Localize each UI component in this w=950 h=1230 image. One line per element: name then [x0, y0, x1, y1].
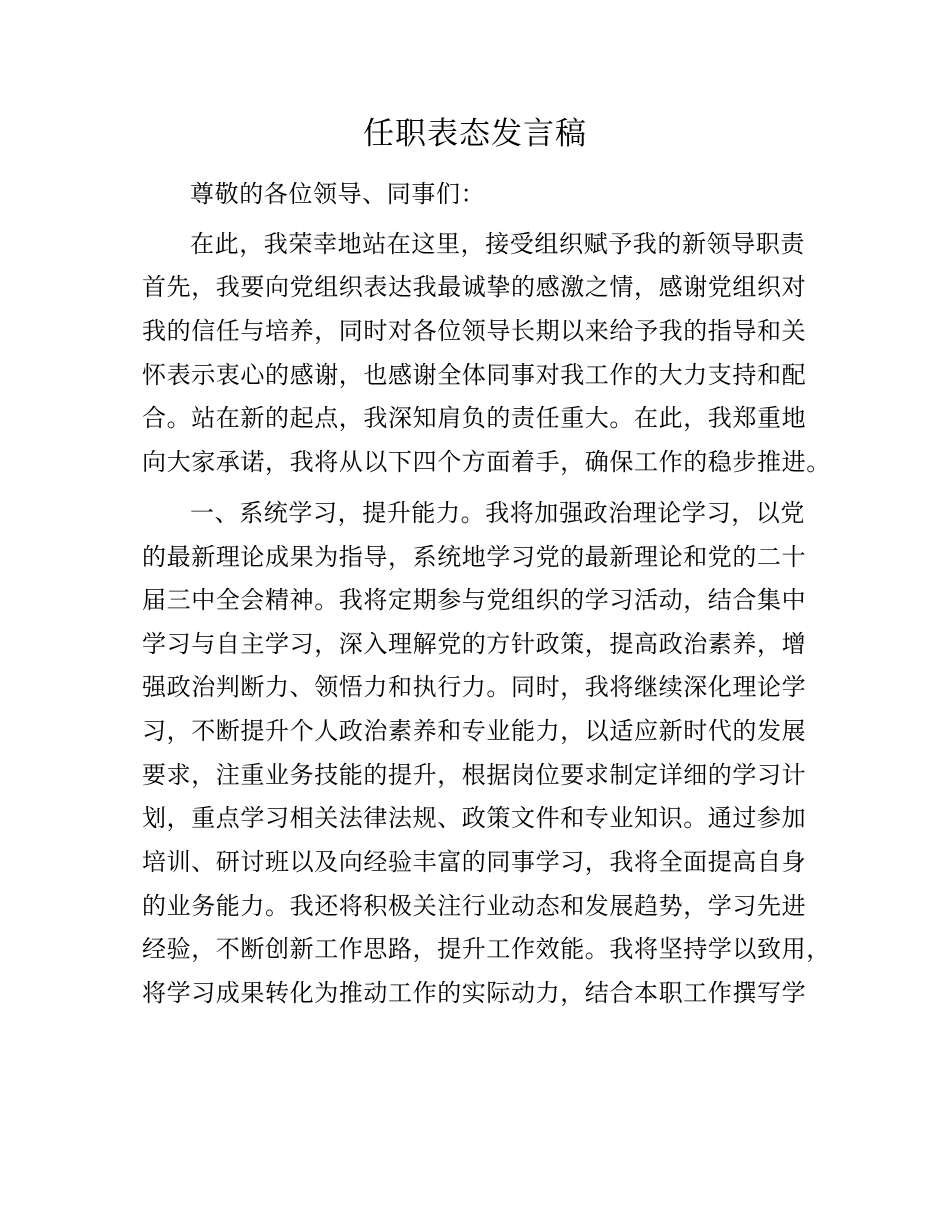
- paragraph-2-line-11: 经验，不断创新工作思路，提升工作效能。我将坚持学以致用，: [142, 935, 831, 963]
- paragraph-2-line-2: 的最新理论成果为指导，系统地学习党的最新理论和党的二十: [142, 543, 807, 571]
- salutation: 尊敬的各位领导、同事们：: [190, 180, 486, 208]
- paragraph-1-line-4: 怀表示衷心的感谢，也感谢全体同事对我工作的大力支持和配: [142, 361, 807, 389]
- paragraph-2-line-6: 习，不断提升个人政治素养和专业能力，以适应新时代的发展: [142, 717, 807, 745]
- paragraph-2-line-9: 培训、研讨班以及向经验丰富的同事学习，我将全面提高自身: [142, 848, 807, 876]
- paragraph-2-line-10: 的业务能力。我还将积极关注行业动态和发展趋势，学习先进: [142, 892, 807, 920]
- paragraph-2-line-8: 划，重点学习相关法律法规、政策文件和专业知识。通过参加: [142, 804, 807, 832]
- paragraph-2-line-7: 要求，注重业务技能的提升，根据岗位要求制定详细的学习计: [142, 761, 807, 789]
- paragraph-1-line-6: 向大家承诺，我将从以下四个方面着手，确保工作的稳步推进。: [142, 448, 831, 476]
- paragraph-2-line-3: 届三中全会精神。我将定期参与党组织的学习活动，结合集中: [142, 586, 807, 614]
- paragraph-1-line-2: 首先，我要向党组织表达我最诚挚的感激之情，感谢党组织对: [142, 273, 807, 301]
- paragraph-1-line-1: 在此，我荣幸地站在这里，接受组织赋予我的新领导职责: [190, 230, 805, 258]
- page-title: 任职表态发言稿: [363, 116, 587, 152]
- paragraph-2-line-1: 一、系统学习，提升能力。我将加强政治理论学习，以党: [190, 499, 805, 527]
- paragraph-2-line-5: 强政治判断力、领悟力和执行力。同时，我将继续深化理论学: [142, 673, 807, 701]
- paragraph-2-line-4: 学习与自主学习，深入理解党的方针政策，提高政治素养，增: [142, 630, 807, 658]
- paragraph-2-line-12: 将学习成果转化为推动工作的实际动力，结合本职工作撰写学: [142, 979, 807, 1007]
- paragraph-1-line-5: 合。站在新的起点，我深知肩负的责任重大。在此，我郑重地: [142, 404, 807, 432]
- paragraph-1-line-3: 我的信任与培养，同时对各位领导长期以来给予我的指导和关: [142, 317, 807, 345]
